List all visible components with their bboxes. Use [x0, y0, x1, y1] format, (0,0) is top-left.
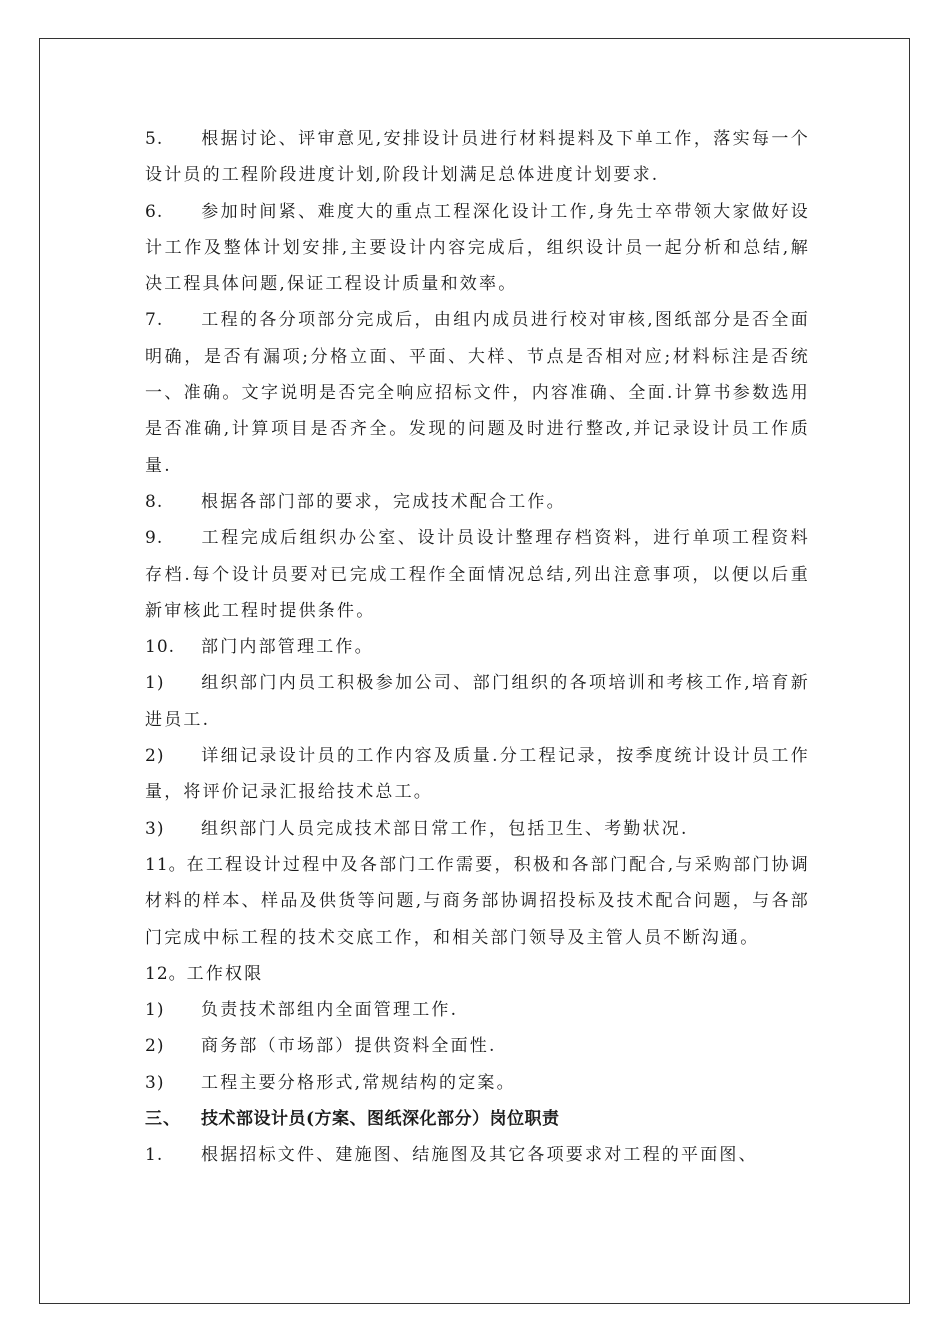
- item-number: 11。: [145, 854, 187, 875]
- item-number: 1.: [145, 1145, 164, 1166]
- item-text: 部门内部管理工作。: [201, 637, 374, 658]
- section-item-1: [145, 1137, 810, 1173]
- list-item-9: [145, 520, 810, 629]
- item-text: 根据讨论、评审意见,安排设计员进行材料提料及下单工作，落实每一个设计员的工程阶段进度计划,阶段计划满足总体进度计划要求.: [145, 129, 810, 186]
- sub-item-1: [145, 665, 810, 738]
- list-item-7: [145, 302, 810, 483]
- item-number: 3): [145, 1072, 165, 1093]
- item-text: 工程的各分项部分完成后，由组内成员进行校对审核,图纸部分是否全面明确，是否有漏项;分格立面、平面、大样、节点是否相对应;材料标注是否统一、准确。文字说明是否完全响应招标文件，内容准确、全面.计算书参数选用是否准确,计算项目是否齐全。发现的问题及时进行整改,并记录设计员工作质量.: [145, 310, 810, 476]
- item-number: 9.: [145, 528, 164, 549]
- permission-item-1: [145, 992, 810, 1028]
- item-text: 详细记录设计员的工作内容及质量.分工程记录，按季度统计设计员工作量，将评价记录汇报给技术总工。: [145, 746, 810, 803]
- item-text: 负责技术部组内全面管理工作.: [201, 1000, 459, 1021]
- item-text: 根据各部门部的要求，完成技术配合工作。: [201, 491, 566, 512]
- list-item-8: [145, 484, 810, 520]
- item-number: 10.: [145, 637, 176, 658]
- item-text: 商务部（市场部）提供资料全面性.: [201, 1036, 497, 1057]
- item-text: 工作权限: [186, 963, 264, 984]
- item-number: 5.: [145, 129, 164, 149]
- item-number: 1): [145, 1000, 165, 1021]
- item-number: 6.: [145, 201, 164, 222]
- list-item-6: [145, 194, 810, 303]
- item-number: 8.: [145, 491, 164, 512]
- list-item-10: [145, 629, 810, 665]
- item-text: 组织部门人员完成技术部日常工作，包括卫生、考勤状况.: [201, 818, 689, 839]
- section-heading: [145, 1101, 810, 1137]
- list-item-12: [145, 956, 810, 992]
- permission-item-2: [145, 1028, 810, 1064]
- permission-item-3: [145, 1065, 810, 1101]
- document-body: [145, 121, 810, 1174]
- list-item-5: [145, 121, 810, 194]
- item-text: 在工程设计过程中及各部门工作需要，积极和各部门配合,与采购部门协调材料的样本、样品及供货等问题,与商务部协调招投标及技术配合问题，与各部门完成中标工程的技术交底工作，和相关部门领导及主管人员不断沟通。: [145, 854, 810, 948]
- sub-item-2: [145, 738, 810, 811]
- item-text: 组织部门内员工积极参加公司、部门组织的各项培训和考核工作,培育新进员工.: [145, 673, 810, 730]
- section-number: 三、: [145, 1109, 181, 1130]
- item-number: 7.: [145, 310, 164, 331]
- item-number: 2): [145, 746, 165, 767]
- item-text: 工程完成后组织办公室、设计员设计整理存档资料，进行单项工程资料存档.每个设计员要对已完成工程作全面情况总结,列出注意事项，以便以后重新审核此工程时提供条件。: [145, 528, 810, 621]
- item-text: 参加时间紧、难度大的重点工程深化设计工作,身先士卒带领大家做好设计工作及整体计划安排,主要设计内容完成后，组织设计员一起分析和总结,解决工程具体问题,保证工程设计质量和效率。: [145, 201, 810, 295]
- item-number: 1): [145, 673, 165, 694]
- item-text: 根据招标文件、建施图、结施图及其它各项要求对工程的平面图、: [201, 1145, 758, 1166]
- item-number: 12。: [145, 963, 187, 984]
- sub-item-3: [145, 811, 810, 847]
- item-number: 3): [145, 818, 165, 839]
- item-number: 2): [145, 1036, 165, 1057]
- list-item-11: [145, 847, 810, 956]
- item-text: 工程主要分格形式,常规结构的定案。: [201, 1072, 516, 1093]
- section-title: 技术部设计员(方案、图纸深化部分）岗位职责: [201, 1109, 560, 1130]
